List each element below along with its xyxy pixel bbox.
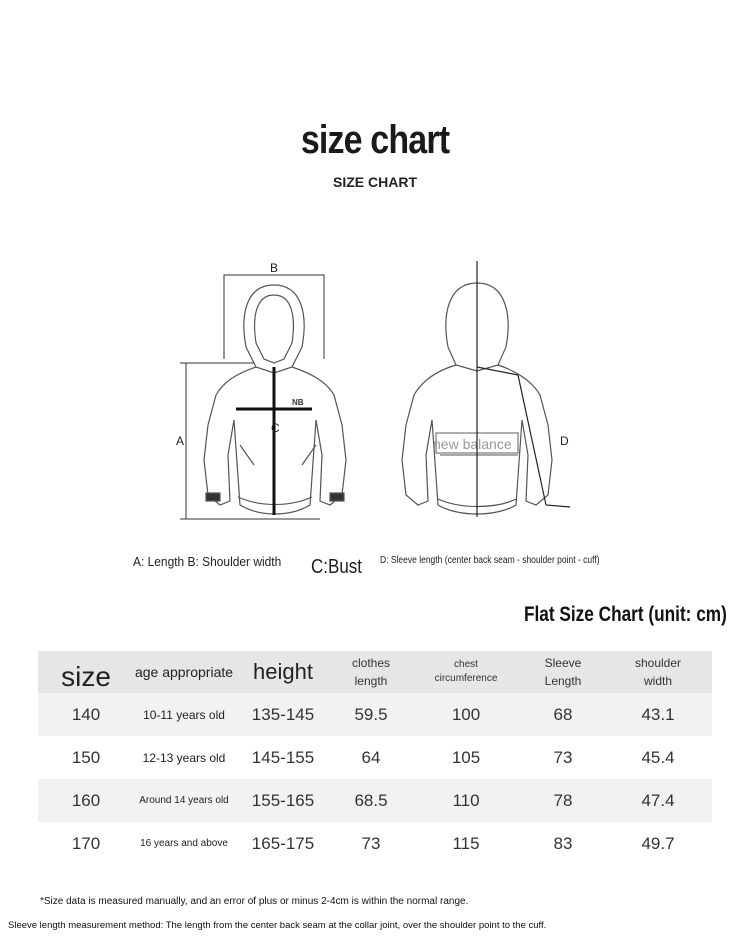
page-subtitle: SIZE CHART bbox=[333, 174, 417, 190]
header-sleeve: Sleeve Length bbox=[544, 656, 582, 688]
table-title: Flat Size Chart (unit: cm) bbox=[524, 603, 727, 626]
sleeve-method-note: Sleeve length measurement method: The length from the center back seam at the collar joint, over the shoulder point to the cuff. bbox=[8, 920, 547, 931]
cell-sleeve: 83 bbox=[553, 833, 573, 853]
cell-sleeve: 78 bbox=[553, 790, 573, 810]
cell-shoulder: 49.7 bbox=[641, 833, 675, 853]
legend-length-shoulder: A: Length B: Shoulder width bbox=[133, 554, 282, 569]
header-size: size bbox=[61, 661, 111, 692]
header-age: age appropriate bbox=[134, 664, 234, 680]
svg-text:NB: NB bbox=[292, 398, 304, 407]
cell-size: 160 bbox=[71, 790, 101, 810]
accuracy-note: *Size data is measured manually, and an error of plus or minus 2-4cm is within the normal range. bbox=[40, 896, 469, 907]
label-b: B bbox=[270, 261, 279, 275]
cell-height: 135-145 bbox=[251, 704, 315, 724]
sleeve-measure-line bbox=[477, 261, 570, 517]
cell-chest: 110 bbox=[452, 790, 480, 810]
cell-age: 10-11 years old bbox=[143, 707, 225, 722]
cell-length: 64 bbox=[361, 747, 381, 767]
cell-size: 170 bbox=[71, 833, 101, 853]
table-header-row bbox=[38, 651, 712, 693]
table-row bbox=[38, 822, 712, 865]
cell-chest: 115 bbox=[452, 833, 480, 853]
cell-length: 59.5 bbox=[354, 704, 388, 724]
table-row bbox=[38, 736, 712, 779]
cell-height: 145-155 bbox=[251, 747, 315, 767]
cell-age: 12-13 years old bbox=[142, 750, 226, 765]
label-d: D bbox=[560, 434, 569, 448]
cell-shoulder: 45.4 bbox=[641, 747, 675, 767]
jacket-measurement-diagram bbox=[150, 255, 600, 525]
label-c: C bbox=[271, 421, 280, 435]
table-row bbox=[38, 779, 712, 822]
cell-sleeve: 68 bbox=[553, 704, 573, 724]
legend-bust: C:Bust bbox=[311, 556, 363, 578]
size-table bbox=[38, 651, 712, 865]
cell-size: 140 bbox=[71, 704, 101, 724]
cell-length: 73 bbox=[361, 833, 381, 853]
length-measure-line bbox=[180, 363, 320, 519]
cell-shoulder: 43.1 bbox=[641, 704, 675, 724]
cell-length: 68.5 bbox=[354, 790, 388, 810]
cell-height: 165-175 bbox=[251, 833, 315, 853]
cell-shoulder: 47.4 bbox=[641, 790, 675, 810]
cell-height: 155-165 bbox=[251, 790, 315, 810]
brand-logo-text: new balance bbox=[433, 436, 512, 452]
header-clothes-length: clothes length bbox=[351, 656, 391, 688]
cell-sleeve: 73 bbox=[553, 747, 573, 767]
cell-chest: 105 bbox=[451, 747, 481, 767]
cell-size: 150 bbox=[71, 747, 101, 767]
legend-sleeve: D: Sleeve length (center back seam - shoulder point - cuff) bbox=[380, 555, 600, 566]
page-title: size chart bbox=[300, 118, 450, 162]
header-chest: chest circumference bbox=[434, 659, 498, 684]
cell-age: Around 14 years old bbox=[139, 795, 229, 806]
cell-chest: 100 bbox=[451, 704, 481, 724]
label-a: A bbox=[176, 434, 185, 448]
cell-age: 16 years and above bbox=[140, 838, 228, 849]
table-row bbox=[38, 693, 712, 736]
header-height: height bbox=[253, 659, 313, 684]
header-shoulder: shoulder width bbox=[634, 656, 682, 688]
